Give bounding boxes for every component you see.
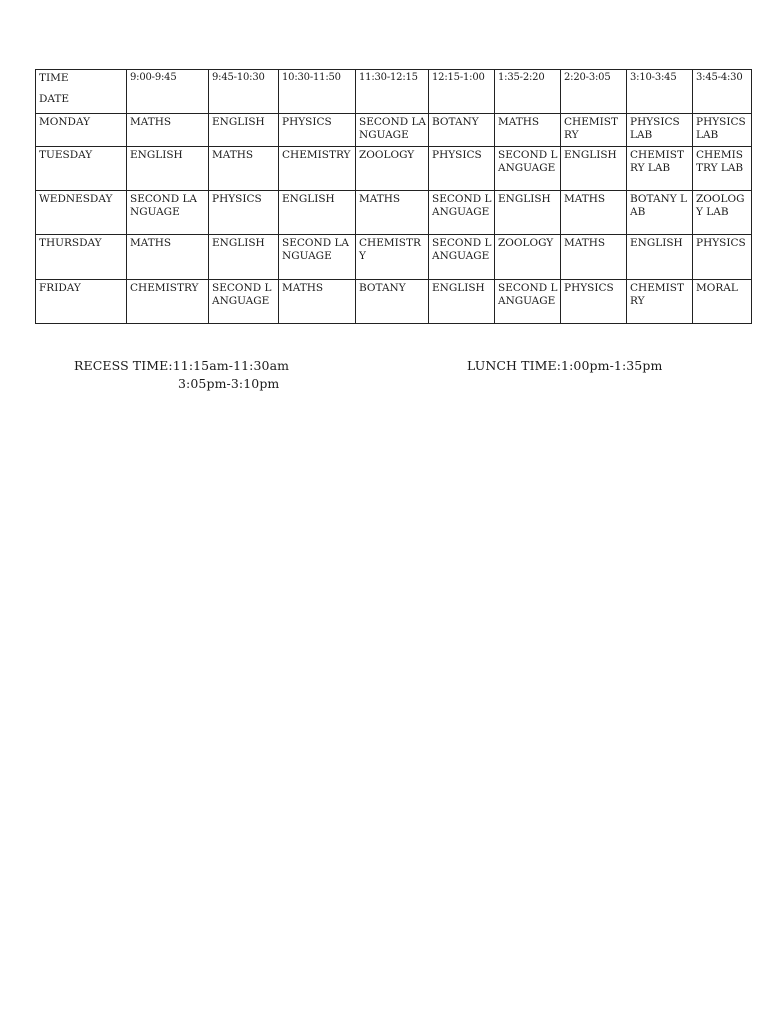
subject-cell: MATHS (279, 280, 356, 324)
subject-cell: ZOOLOGY (495, 235, 561, 280)
subject-cell: MATHS (495, 114, 561, 147)
slot-header: 11:30-12:15 (356, 70, 429, 114)
time-label: TIME (39, 72, 69, 84)
date-label: DATE (39, 92, 70, 105)
table-row (36, 235, 752, 280)
subject-cell: PHYSICS (209, 191, 279, 235)
recess-time-second-text: 3:05pm-3:10pm (178, 376, 280, 391)
subject-cell: PHYSICS LAB (627, 114, 693, 147)
subject-cell: CHEMISTRY (279, 147, 356, 191)
slot-header: 2:20-3:05 (561, 70, 627, 114)
subject-cell: PHYSICS (279, 114, 356, 147)
day-cell: TUESDAY (36, 147, 127, 191)
subject-cell: SECOND LANGUAGE (356, 114, 429, 147)
subject-cell: PHYSICS (561, 280, 627, 324)
subject-cell: PHYSICS (429, 147, 495, 191)
subject-cell: CHEMISTRY (127, 280, 209, 324)
subject-cell: MATHS (127, 114, 209, 147)
slot-header: 12:15-1:00 (429, 70, 495, 114)
table-row (36, 280, 752, 324)
subject-cell: BOTANY (429, 114, 495, 147)
subject-cell: PHYSICS (693, 235, 752, 280)
recess-time-text: RECESS TIME:11:15am-11:30am (74, 358, 290, 373)
subject-cell: SECOND LANGUAGE (429, 235, 495, 280)
day-cell: WEDNESDAY (36, 191, 127, 235)
subject-cell: BOTANY (356, 280, 429, 324)
timetable (35, 69, 752, 324)
subject-cell: ENGLISH (429, 280, 495, 324)
subject-cell: CHEMISTRY LAB (627, 147, 693, 191)
header-row (36, 70, 752, 114)
subject-cell: PHYSICS LAB (693, 114, 752, 147)
subject-cell: CHEMISTRY (627, 280, 693, 324)
subject-cell: MORAL (693, 280, 752, 324)
subject-cell: SECOND LANGUAGE (495, 147, 561, 191)
subject-cell: ENGLISH (495, 191, 561, 235)
slot-header: 3:45-4:30 (693, 70, 752, 114)
slot-header: 9:45-10:30 (209, 70, 279, 114)
subject-cell: ENGLISH (279, 191, 356, 235)
subject-cell: CHEMISTRY LAB (693, 147, 752, 191)
subject-cell: SECOND LANGUAGE (127, 191, 209, 235)
corner-cell (36, 70, 127, 114)
subject-cell: MATHS (356, 191, 429, 235)
subject-cell: MATHS (127, 235, 209, 280)
subject-cell: MATHS (209, 147, 279, 191)
subject-cell: SECOND LANGUAGE (279, 235, 356, 280)
subject-cell: ENGLISH (561, 147, 627, 191)
subject-cell: SECOND LANGUAGE (209, 280, 279, 324)
lunch-time-text: LUNCH TIME:1:00pm-1:35pm (467, 358, 663, 373)
subject-cell: SECOND LANGUAGE (495, 280, 561, 324)
table-row (36, 191, 752, 235)
table-row (36, 147, 752, 191)
subject-cell: ZOOLOGY LAB (693, 191, 752, 235)
slot-header: 3:10-3:45 (627, 70, 693, 114)
subject-cell: SECOND LANGUAGE (429, 191, 495, 235)
slot-header: 1:35-2:20 (495, 70, 561, 114)
subject-cell: CHEMISTRY (561, 114, 627, 147)
day-cell: MONDAY (36, 114, 127, 147)
subject-cell: CHEMISTRY (356, 235, 429, 280)
subject-cell: BOTANY LAB (627, 191, 693, 235)
table-row (36, 114, 752, 147)
subject-cell: ZOOLOGY (356, 147, 429, 191)
slot-header: 10:30-11:50 (279, 70, 356, 114)
subject-cell: MATHS (561, 235, 627, 280)
subject-cell: ENGLISH (127, 147, 209, 191)
slot-header: 9:00-9:45 (127, 70, 209, 114)
subject-cell: ENGLISH (209, 114, 279, 147)
day-cell: FRIDAY (36, 280, 127, 324)
subject-cell: ENGLISH (209, 235, 279, 280)
day-cell: THURSDAY (36, 235, 127, 280)
subject-cell: ENGLISH (627, 235, 693, 280)
subject-cell: MATHS (561, 191, 627, 235)
